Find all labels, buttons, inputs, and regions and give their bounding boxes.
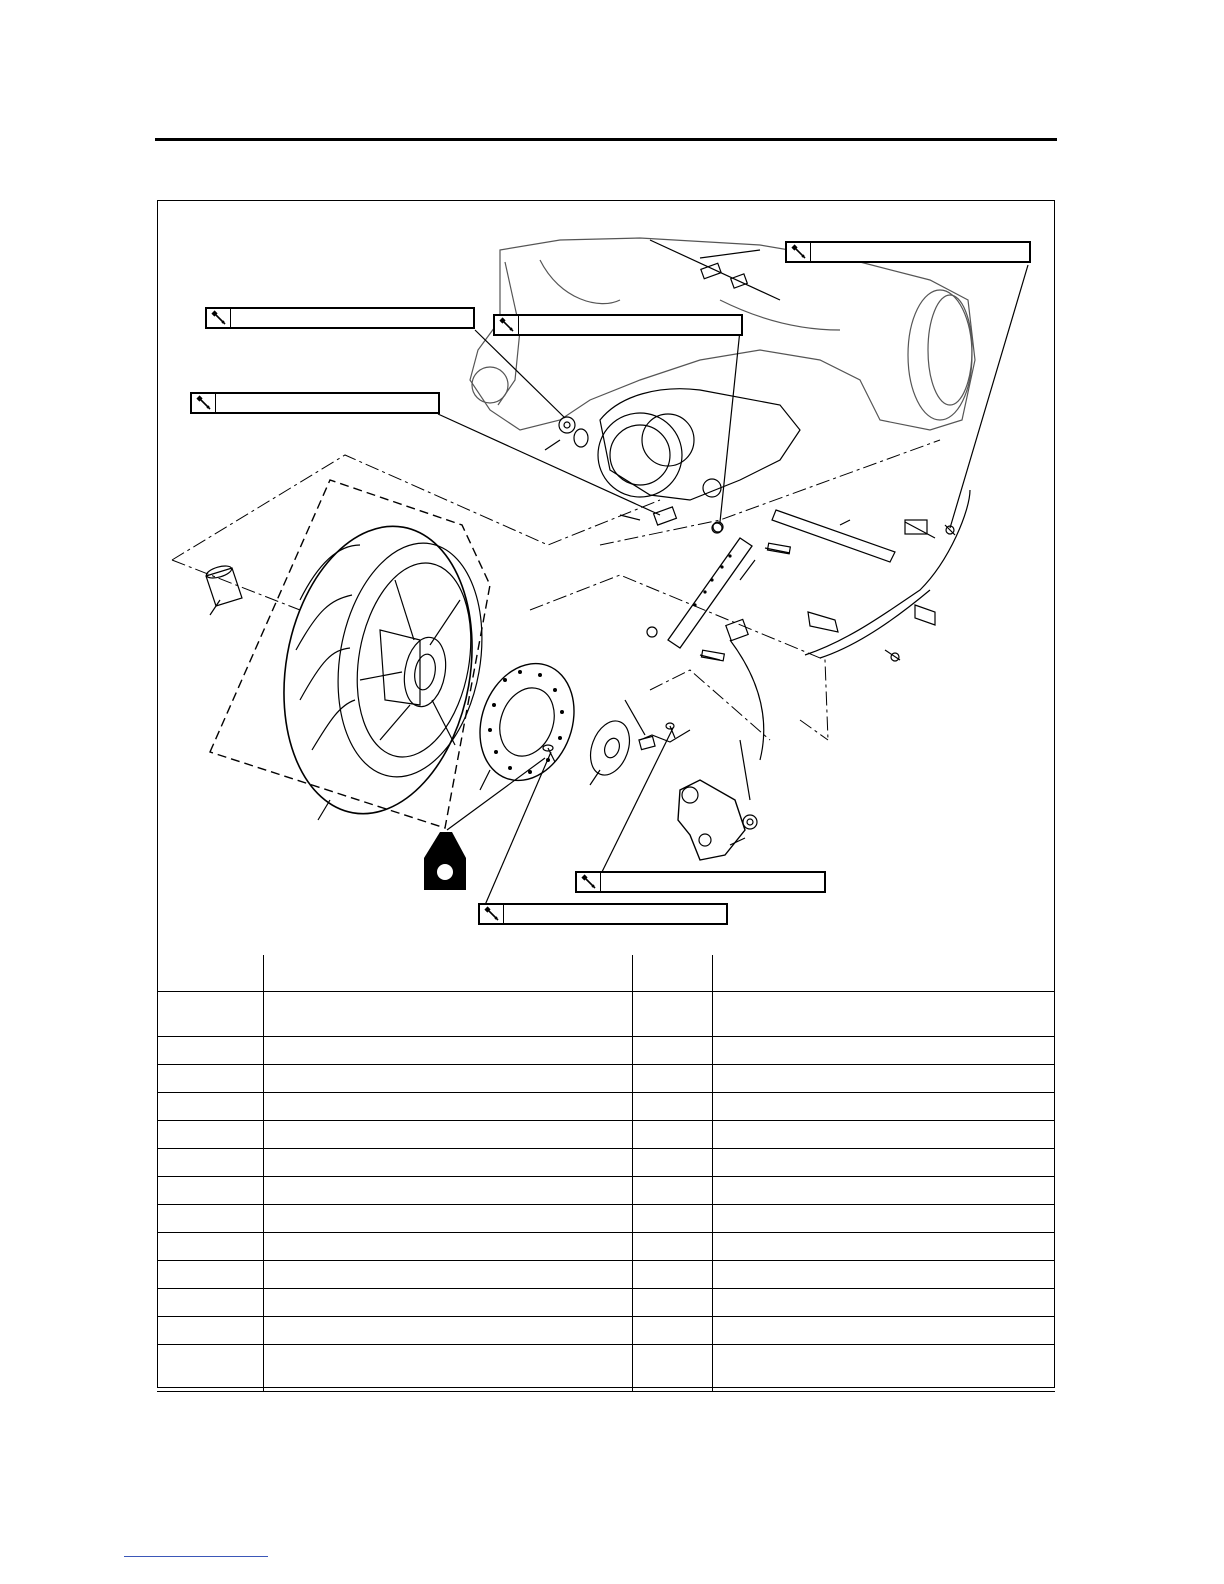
torque-callout-5 — [575, 871, 826, 893]
table-row — [157, 1261, 1055, 1289]
table-row — [157, 1317, 1055, 1345]
table-cell — [712, 1261, 1055, 1289]
header-cell — [712, 955, 1055, 992]
wrench-torque-icon — [787, 243, 811, 261]
table-cell — [632, 1121, 712, 1149]
table-cell — [712, 1149, 1055, 1177]
table-row — [157, 1233, 1055, 1261]
table-header-row — [157, 955, 1055, 992]
table-cell — [632, 1345, 712, 1392]
table-cell — [632, 1149, 712, 1177]
wrench-torque-icon — [192, 394, 216, 412]
table-cell — [157, 1093, 263, 1121]
table-cell — [632, 1205, 712, 1233]
torque-value — [601, 873, 824, 891]
table-cell — [157, 1317, 263, 1345]
torque-callout-2 — [205, 307, 475, 329]
table-cell — [712, 1065, 1055, 1093]
table-cell — [632, 1037, 712, 1065]
table-row — [157, 1289, 1055, 1317]
torque-callout-1 — [785, 241, 1031, 263]
header-cell — [157, 955, 263, 992]
table-cell — [157, 1205, 263, 1233]
table-cell — [712, 1317, 1055, 1345]
table-cell — [157, 1177, 263, 1205]
wrench-torque-icon — [577, 873, 601, 891]
table-cell — [632, 1233, 712, 1261]
thread-lock-icon — [424, 832, 466, 890]
header-cell — [632, 955, 712, 992]
table-cell — [632, 1177, 712, 1205]
torque-value — [811, 243, 1029, 261]
wrench-torque-icon — [495, 316, 519, 334]
table-cell — [712, 1205, 1055, 1233]
table-cell — [632, 1317, 712, 1345]
table-cell — [632, 1289, 712, 1317]
wrench-torque-icon — [480, 905, 504, 923]
table-cell — [263, 1345, 632, 1392]
parts-table — [157, 955, 1055, 1392]
table-cell — [157, 1121, 263, 1149]
footer-link-underline[interactable] — [124, 1556, 268, 1557]
table-row — [157, 1177, 1055, 1205]
wrench-torque-icon — [207, 309, 231, 327]
table-row — [157, 992, 1055, 1037]
torque-value — [519, 316, 741, 334]
table-cell — [712, 1177, 1055, 1205]
torque-callout-6 — [478, 903, 728, 925]
table-cell — [263, 1317, 632, 1345]
table-cell — [157, 1065, 263, 1093]
table-cell — [263, 1289, 632, 1317]
table-cell — [263, 1177, 632, 1205]
table-cell — [263, 1233, 632, 1261]
torque-value — [231, 309, 473, 327]
table-row — [157, 1205, 1055, 1233]
table-cell — [263, 1093, 632, 1121]
table-cell — [263, 1037, 632, 1065]
table-cell — [157, 1261, 263, 1289]
table-cell — [157, 1345, 263, 1392]
table-cell — [263, 992, 632, 1037]
table-cell — [712, 1289, 1055, 1317]
torque-value — [504, 905, 726, 923]
table-cell — [712, 1233, 1055, 1261]
table-cell — [712, 1345, 1055, 1392]
table-row — [157, 1121, 1055, 1149]
table-cell — [263, 1149, 632, 1177]
table-cell — [712, 1093, 1055, 1121]
table-cell — [712, 1121, 1055, 1149]
table-cell — [263, 1121, 632, 1149]
table-cell — [157, 1289, 263, 1317]
table-row — [157, 1037, 1055, 1065]
table-row — [157, 1093, 1055, 1121]
torque-value — [216, 394, 438, 412]
table-cell — [632, 1065, 712, 1093]
table-cell — [157, 1233, 263, 1261]
table-cell — [632, 1093, 712, 1121]
table-cell — [712, 1037, 1055, 1065]
table-row — [157, 1065, 1055, 1093]
torque-callout-3 — [493, 314, 743, 336]
table-cell — [263, 1261, 632, 1289]
table-cell — [157, 992, 263, 1037]
table-row — [157, 1345, 1055, 1392]
header-cell — [263, 955, 632, 992]
torque-callout-4 — [190, 392, 440, 414]
table-cell — [263, 1065, 632, 1093]
table-cell — [263, 1205, 632, 1233]
table-cell — [632, 992, 712, 1037]
table-cell — [157, 1149, 263, 1177]
table-cell — [157, 1037, 263, 1065]
table-cell — [712, 992, 1055, 1037]
table-row — [157, 1149, 1055, 1177]
table-cell — [632, 1261, 712, 1289]
